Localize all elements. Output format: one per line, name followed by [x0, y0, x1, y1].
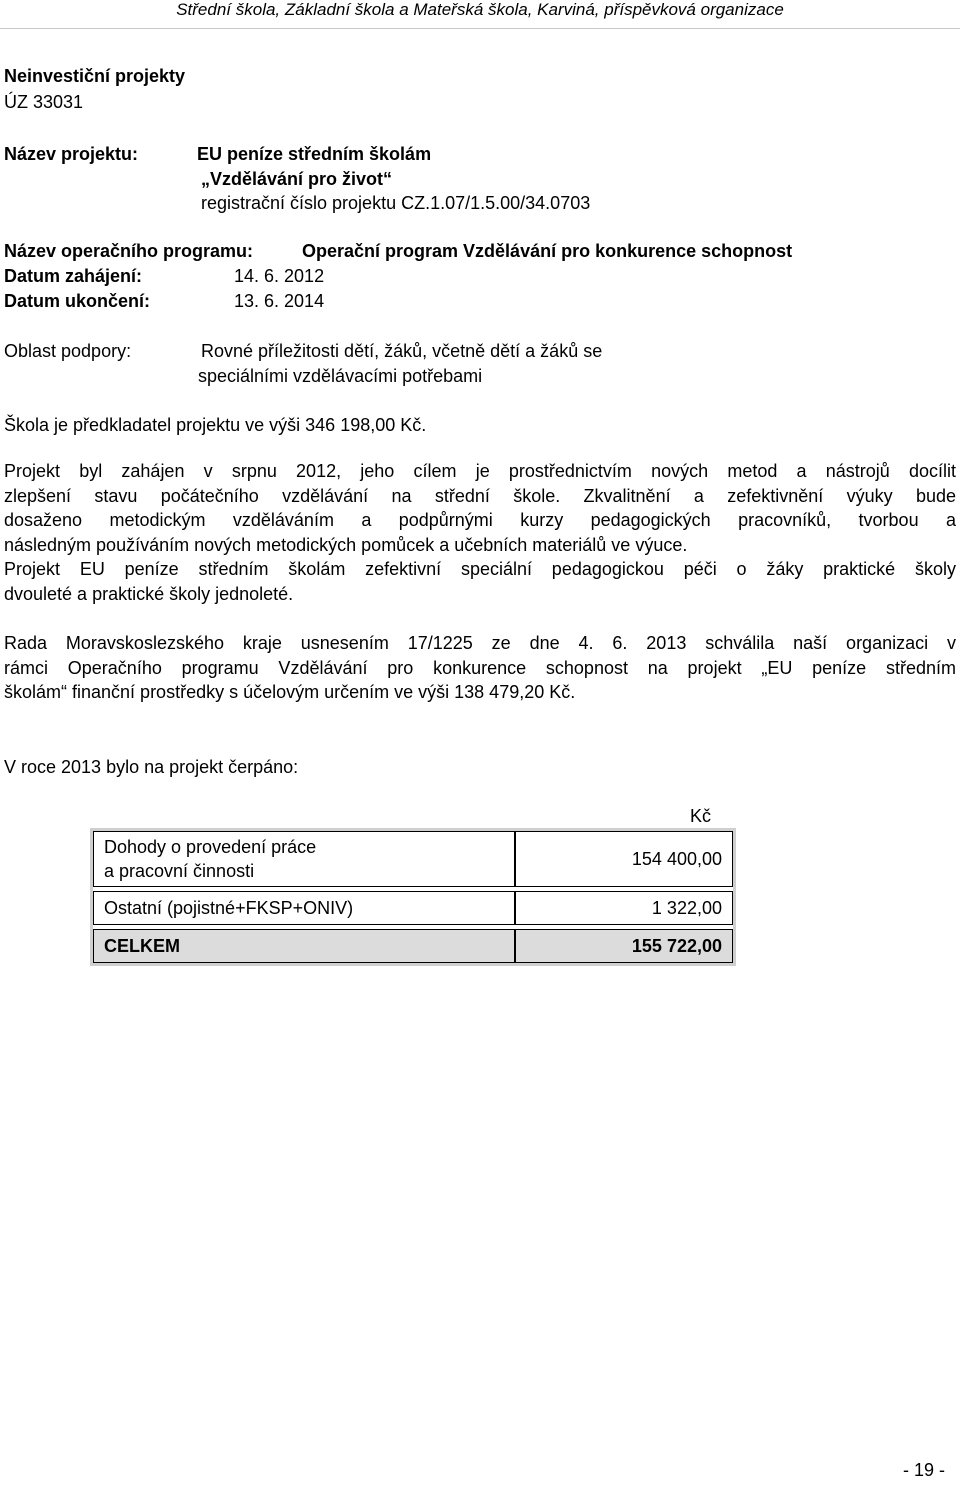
start-date-value: 14. 6. 2012 — [234, 266, 325, 286]
header-text: Střední škola, Základní škola a Mateřská škola, Karviná, příspěvková organizace — [176, 0, 784, 19]
budget-label-line: a pracovní činnosti — [104, 861, 255, 881]
section-title: Neinvestiční projekty — [4, 66, 186, 86]
paragraph-line: zlepšení stavu počátečního vzdělávání na střední škole. Zkvalitnění a zefektivnění výuky bude — [4, 485, 956, 506]
page-header — [0, 0, 960, 26]
paragraph-line: školám“ finanční prostředky s účelovým určením ve výši 138 479,20 Kč. — [4, 682, 576, 702]
project-description-paragraph — [4, 459, 956, 606]
start-date-label: Datum zahájení: — [4, 266, 143, 286]
table-row-total — [93, 929, 733, 963]
end-date-label: Datum ukončení: — [4, 291, 151, 311]
page-number: - 19 - — [903, 1460, 946, 1480]
header-divider — [0, 28, 960, 29]
budget-total-value: 155 722,00 — [515, 929, 733, 963]
paragraph-line: Projekt EU peníze středním školám zefektivní speciální pedagogickou péči o žáky praktické školy — [4, 559, 956, 579]
budget-label-cell: Ostatní (pojistné+FKSP+ONIV) — [93, 891, 515, 925]
support-area-line1: Rovné příležitosti dětí, žáků, včetně dětí a žáků se — [201, 341, 603, 361]
school-amount-text: Škola je předkladatel projektu ve výši 346 198,00 Kč. — [4, 415, 427, 435]
council-approval-paragraph — [4, 631, 956, 705]
paragraph-line: dvouleté a praktické školy jednoleté. — [4, 583, 294, 604]
paragraph-line: dosaženo metodickým vzděláváním a podpůrnými kurzy pedagogických pracovníků, tvorbou a — [4, 510, 956, 530]
budget-label-cell — [93, 831, 515, 887]
registration-number: registrační číslo projektu CZ.1.07/1.5.00/34.0703 — [201, 193, 591, 213]
program-value: Operační program Vzdělávání pro konkurence schopnost — [302, 241, 793, 261]
paragraph-line: následným používáním nových metodických pomůcek a učebních materiálů ve výuce. — [4, 534, 688, 555]
paragraph-line: Projekt byl zahájen v srpnu 2012, jeho cílem je prostřednictvím nových metod a nástrojů docílit — [4, 461, 956, 481]
end-date-value: 13. 6. 2014 — [234, 291, 325, 311]
project-name-label: Název projektu: — [4, 144, 139, 164]
table-row — [93, 831, 733, 887]
budget-table — [90, 828, 736, 966]
spent-intro: V roce 2013 bylo na projekt čerpáno: — [4, 757, 299, 777]
program-label: Název operačního programu: — [4, 241, 254, 261]
paragraph-line: rámci Operačního programu Vzdělávání pro konkurence schopnost na projekt „EU peníze středním — [4, 657, 956, 678]
table-row — [93, 891, 733, 925]
project-name-line1: EU peníze středním školám — [197, 144, 432, 164]
currency-label: Kč — [690, 806, 712, 826]
paragraph-line: Rada Moravskoslezského kraje usnesením 17/1225 ze dne 4. 6. 2013 schválila naší organizaci v — [4, 633, 956, 653]
budget-value-cell: 154 400,00 — [515, 831, 733, 887]
support-area-line2: speciálními vzdělávacími potřebami — [198, 366, 483, 386]
project-name-line2: „Vzdělávání pro život“ — [201, 169, 393, 189]
support-area-label: Oblast podpory: — [4, 341, 132, 361]
budget-label-line: Dohody o provedení práce — [104, 837, 317, 857]
budget-total-label: CELKEM — [93, 929, 515, 963]
uz-code: ÚZ 33031 — [4, 92, 84, 112]
budget-value-cell: 1 322,00 — [515, 891, 733, 925]
